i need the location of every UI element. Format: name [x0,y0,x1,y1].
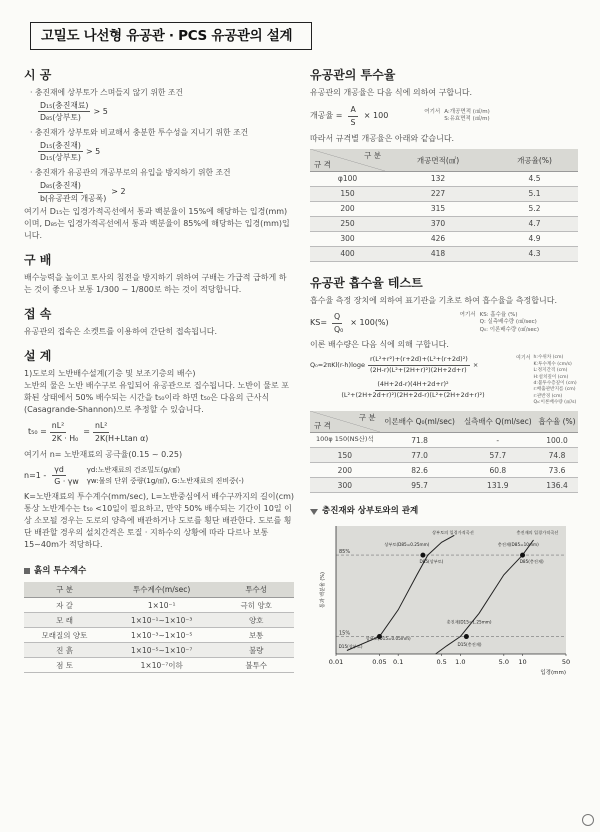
table-cell: 136.4 [536,478,578,493]
fraction [38,140,83,164]
chart-title-text: 충진재와 상부토와의 관계 [322,506,419,517]
table-cell: 131.9 [460,478,536,493]
chart-annotation: 상부토의 입경가적곡선 [432,530,474,536]
fraction [52,464,80,488]
note: γw:물의 단위 중량(1g/㎤), G:노반재료의 진비중(-) [86,476,244,485]
table-row [310,448,578,463]
absorption-table [310,411,578,494]
formula-legend [516,355,578,406]
data-point [520,552,525,557]
table-cell: 5.2 [491,201,578,216]
fraction [38,100,90,124]
chart-annotation: D15(충진재) [457,641,482,647]
table-cell: 82.6 [380,463,460,478]
table-cell: 1×10⁻⁵~1×10⁻⁷ [105,643,218,658]
table-cell: 1×10⁻³~1×10⁻⁵ [105,628,218,643]
table-cell: 370 [385,216,491,231]
bullet-square-icon [24,568,30,574]
left-column [24,60,294,673]
formula-lhs: n=1 - [24,470,47,480]
numerator: nL² [93,420,109,433]
table-cell: 77.0 [380,448,460,463]
numerator: D₁₅(충진재료) [38,100,90,113]
table-row [24,628,294,643]
table-cell: 200 [310,201,385,216]
table-row [310,433,578,448]
chart-annotation: D15(상부토) [338,644,363,650]
x-tick-label: 0.5 [436,657,447,666]
table-cell: 100.0 [536,433,578,448]
absorption-text-1: 흡수율 측정 장치에 의하여 표기관을 기초로 하여 흡수율을 측정합니다. [310,295,557,305]
denominator: (2H-r)(L²+(2H+r)²)(2H+2d+r) [370,366,467,374]
table-cell: 5.1 [491,186,578,201]
opening-rate-formula [310,104,578,128]
reference-label: 85% [339,548,351,555]
table-cell: 132 [385,171,491,186]
table-row [24,643,294,658]
table-cell: 95.7 [380,478,460,493]
y-axis-label: 통과 백분율 (%) [320,571,326,608]
note: KS: 흡수율 (%) [479,311,518,318]
condition-2-formula [38,140,294,164]
chart-annotation: 충진재(D15=1.25mm) [446,619,492,625]
chart-annotation: 상부토(D85=0.25mm) [384,541,430,547]
formula-body [310,355,516,406]
table-header: 이론배수 Q₀(ml/sec) [380,411,460,433]
table-cell: 진 흙 [24,643,105,658]
table-cell: 418 [385,246,491,261]
note-head: 여기서 [516,355,531,362]
table-header-split [310,411,380,433]
table-cell: 모 래 [24,613,105,628]
denominator: D₁₅(상부토) [40,153,81,163]
table-cell: φ100 [310,171,385,186]
numerator: D₁₅(충진재) [38,140,83,153]
table-cell: 보통 [218,628,294,643]
design-text-1: 노반의 물은 노반 배수구로 유입되어 유공관으로 집수됩니다. 노반이 물로 포화된 상태에서 50% 배수되는 시간을 t₅₀이라 하면 t₅₀은 다음의 근사식(Casagrande-Shannon)으로 추정할 수 있습니다. [24,381,289,415]
note: Q: 실측배수량 (㎤/sec) [479,319,537,326]
table-cell: 426 [385,231,491,246]
x-axis-label: 입경(mm) [540,669,566,676]
construction-heading: 시 공 [24,68,52,82]
table-header: 구 분 [364,151,382,161]
table-header-row [24,582,294,598]
legend-item: L:정지간격 (cm) [533,368,568,374]
table-header: 규 격 [314,159,331,169]
note: S:유효면적 (㎠/m) [444,116,490,123]
numerator: γd [52,464,66,477]
porosity-formula [24,464,294,488]
table-cell: 400 [310,246,385,261]
porosity-notes [87,465,244,487]
x-tick-label: 5.0 [498,657,509,666]
fraction [93,420,150,444]
condition-1: · 충진재에 상부토가 스며들지 않기 위한 조건 [30,88,183,97]
absorption-heading: 유공관 흡수율 테스트 [310,275,423,290]
note: A:개공면적 (㎠/m) [444,108,490,115]
numerator: nL² [50,420,66,433]
fraction [348,104,357,128]
legend-item: r:배출관반지름 (cm) [533,387,576,393]
legend-item: Q₀:이론배수량 (㎤/s) [533,400,577,406]
chart-annotation: D85(상부토) [419,559,444,565]
data-point [420,552,425,557]
table-row [310,186,578,201]
numerator: (4H+2d-r)(4H+2d+r)² [375,380,450,391]
numerator: r(L²+r²)+(r+2d)+(L²+(r+2d)²) [368,355,470,366]
table-header: 흡수율 (%) [536,411,578,433]
numerator: D₈₅(충진재) [38,180,83,193]
denominator: G · γw [54,477,79,487]
condition-1-formula [38,100,294,124]
table-header: 투수계수(m/sec) [105,582,218,598]
table-row [24,598,294,613]
denominator: D₈₅(상부토) [40,113,81,123]
design-text-3: K=노반재료의 투수계수(mm/sec), L=노반중심에서 배수구까지의 길이(cm) 통상 노반계수는 t₅₀ <10일이 필요하고, 만약 50% 배수되는 기간이 10일 이상 소모될 경우는 도로의 양측에 배관하거나 도로를 횡단 배관한다. 도로를 횡단 배관할 경우의 설치간격은 토질 · 지하수의 상황에 따라 다르나 보통 15~40m가 적당하다. [24,491,295,549]
table-header-row [310,411,578,433]
legend-list [534,355,577,406]
note-head: 여기서 [424,108,441,115]
formula-lhs: t₅₀ = [28,427,47,437]
table-row [310,216,578,231]
table-cell: 4.3 [491,246,578,261]
table-cell: 71.8 [380,433,460,448]
permeability-text-1: 유공관의 개공율은 다음 식에 의하여 구합니다. [310,88,473,97]
design-text-2: 여기서 n= 노반재료의 공극율(0.15 ~ 0.25) [24,449,183,459]
absorption-formula [310,311,578,335]
condition-3-formula [38,180,294,204]
table-row [310,463,578,478]
table-cell: 양호 [218,613,294,628]
table-cell: 1×10⁻⁷이하 [105,658,218,673]
fraction [368,355,470,376]
table-cell: 227 [385,186,491,201]
table-cell: 불량 [218,643,294,658]
formula-row [310,355,516,376]
legend-item: h:수위차 (cm) [533,355,564,361]
table-cell: 150 [310,448,380,463]
table-row [310,246,578,261]
theoretical-discharge-formula [310,355,578,406]
legend-item: r:관반경 (cm) [533,393,563,399]
note: Q₀: 이론배수량 (㎤/sec) [479,326,539,333]
design-heading: 설 계 [24,349,52,364]
x-tick-label: 0.1 [393,657,404,666]
fraction [38,180,108,204]
times-sign: × [472,360,479,369]
formula-row [310,380,516,401]
table-cell: 1×10⁻¹ [105,598,218,613]
table-cell: 점 토 [24,658,105,673]
table-header-split [310,149,385,171]
permeability-heading: 유공관의 투수율 [310,68,396,82]
denominator: b(유공관의 개공폭) [40,193,107,203]
condition-3: · 충진재가 유공관의 개공부로의 유입을 방지하기 위한 조건 [30,168,231,178]
gradient-text: 배수능력을 높이고 토사의 침전을 방지하기 위하여 구배는 가급적 급하게 하는 것이 좋으나 보통 1/300 ~ 1/800로 하는 것이 적당합니다. [24,273,287,295]
formula-lhs: 개공율 = [310,111,343,121]
table-header: 투수성 [218,582,294,598]
denominator: 2K(H+Ltan α) [95,433,149,443]
table-cell: 자 갈 [24,598,105,613]
table-cell: 극히 양호 [218,598,294,613]
permeability-text-2: 따라서 규격별 개공율은 아래와 같습니다. [310,134,455,144]
fraction [332,311,345,335]
denominator: (L²+(2H+2d+r)²)(2H+2d-r)(L²+(2H+2d+r)²) [341,390,485,399]
right-column [310,60,578,680]
table-row [310,201,578,216]
numerator: Q [332,311,342,324]
table-row [24,658,294,673]
relation: > 2 [111,187,126,196]
table-cell: 300 [310,478,380,493]
table-header: 규 격 [314,420,331,430]
x-tick-label: 1.0 [455,657,466,666]
x-tick-label: 0.05 [372,657,387,666]
formula-lhs: Q₀=2πKl(r-h)loge [310,360,365,369]
t50-formula [28,420,294,444]
table-cell: 200 [310,463,380,478]
note-list [480,312,539,335]
table-header: 개공면적(㎠) [385,149,491,171]
table-header: 개공율(%) [491,149,578,171]
page-title: 고밀도 나선형 유공관 · PCS 유공관의 설계 [30,22,312,50]
numerator: A [348,104,357,117]
reference-label: 15% [339,630,351,637]
table-row [310,231,578,246]
opening-rate-table [310,149,578,262]
table-cell: 300 [310,231,385,246]
joint-heading: 접 속 [24,307,52,322]
x-tick-label: 0.01 [328,657,344,666]
table-cell: 250 [310,216,385,231]
joint-text: 유공관의 접속은 소켓트를 이용하여 간단히 접속됩니다. [24,327,217,337]
legend-item: K:투수계수 (cm/s) [533,361,572,367]
formula-notes [424,109,489,124]
table-cell: 57.7 [460,448,536,463]
soil-permeability-table [24,582,294,674]
table-cell: 73.6 [536,463,578,478]
denominator: Q₀ [334,324,344,334]
chart-annotation: 충진재(D85=10mm) [497,541,539,547]
table-header: 구 분 [24,582,105,598]
table-row [24,613,294,628]
note-head: 여기서 [459,311,476,318]
denominator: S [350,117,356,127]
chart-annotation: 충진재의 입경가적곡선 [516,530,559,536]
formula-rhs: × 100 [363,111,389,121]
triangle-bullet-icon [310,509,318,515]
table-row [310,478,578,493]
table-header: 실측배수 Q(ml/sec) [460,411,536,433]
x-tick-label: 50 [561,657,570,666]
table-row [310,171,578,186]
soil-table-title-text: 흙의 투수계수 [34,565,87,576]
table-cell: 불투수 [218,658,294,673]
x-tick-label: 10 [518,657,527,666]
legend-item: H:설치깊이 (cm) [533,374,569,380]
table-cell: 74.8 [536,448,578,463]
relation: > 5 [93,106,108,116]
table-cell: 60.8 [460,463,536,478]
legend-item: d:불투수층깊이 (cm) [533,380,577,386]
table-cell: 315 [385,201,491,216]
table-cell: 100φ 150(NS산)석 [310,433,380,448]
table-header: 구 분 [358,412,376,422]
page-number-badge [582,814,594,826]
fraction [50,420,81,444]
table-cell: 4.7 [491,216,578,231]
table-cell: 1×10⁻¹~1×10⁻³ [105,613,218,628]
grain-size-chart [314,522,570,680]
formula-notes [460,312,539,335]
gradient-heading: 구 배 [24,253,52,268]
chart-annotation: D85(충진재) [519,559,544,565]
condition-2: · 충진재가 상부토와 비교해서 충분한 투수성을 지니기 위한 조건 [30,128,249,138]
formula-rhs: × 100(%) [350,318,389,328]
equals-sign: = [83,427,90,437]
soil-table-title [24,565,294,578]
table-cell: - [460,433,536,448]
construction-description: 여기서 D₁₅는 입경가적곡선에서 통과 백분율이 15%에 해당하는 입경(mm)이며, D₈₅는 입경가적곡선에서 통과 백분율이 85%에 해당하는 입경(mm)입니다. [24,207,290,241]
data-point [464,634,469,639]
note-list [444,109,490,124]
table-header-row [310,149,578,171]
denominator: 2K · H₀ [51,433,79,443]
note: γd:노반재료의 건조밀도(g/㎤) [86,465,181,474]
formula-lhs: KS= [310,318,328,328]
fraction [339,380,486,401]
table-cell: 4.5 [491,171,578,186]
absorption-text-2: 이론 배수량은 다음 식에 의해 구합니다. [310,340,449,350]
chart-title [310,505,578,518]
design-subheading: 1)도로의 노반배수설계(기층 및 보조기층의 배수) [24,369,196,379]
chart-annotation: 상부토(D15=0.05mm) [365,635,411,641]
table-cell: 150 [310,186,385,201]
relation: > 5 [85,146,101,156]
table-cell: 모래질의 양토 [24,628,105,643]
table-cell: 4.9 [491,231,578,246]
